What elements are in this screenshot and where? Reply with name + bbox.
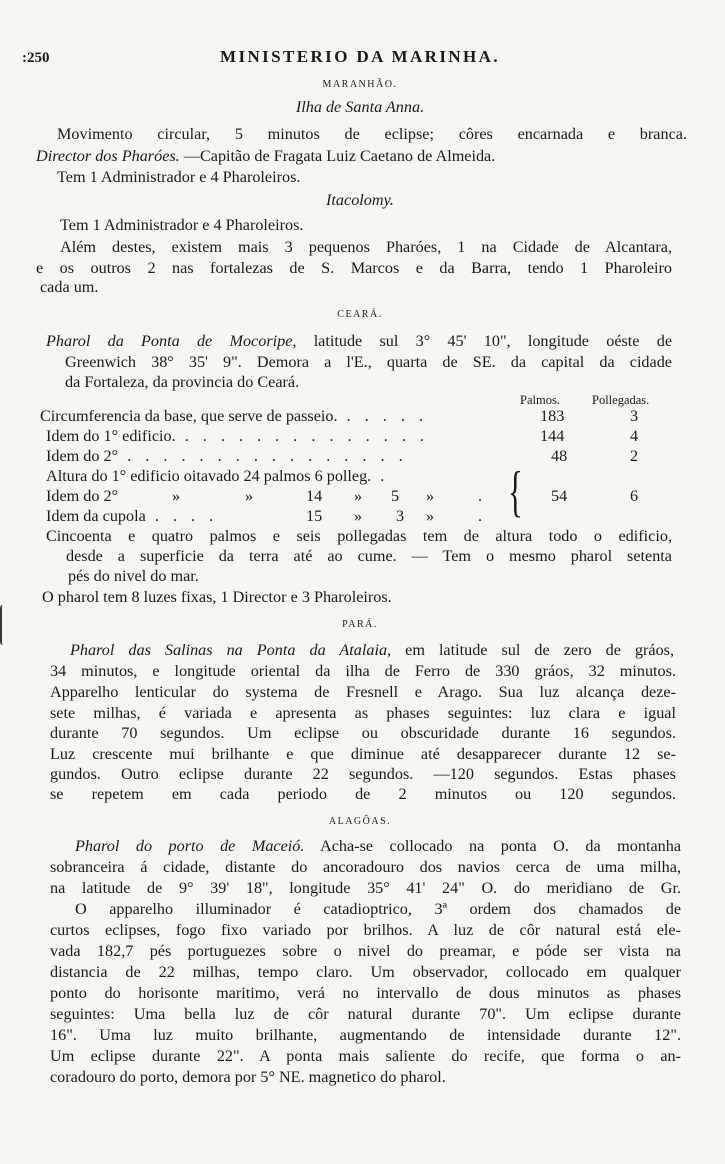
book-page: :250 MINISTERIO DA MARINHA. MARANHÃO. Ilha de Santa Anna. Movimento circular, 5 minutos de eclipse; côres encarnada e branca. Director dos Pharóes. —Capitão de Fragata Luiz Caetano de Almeida. Tem 1 Administrador e 4 Pharoleiros. Itacolomy. Tem 1 Administrador e 4 Pharoleiros. Além destes, existem mais 3 pequenos Pharóes, 1 na Cidade de Alcantara, e os outros 2 nas fortalezas de S. Marcos e da Barra, tendo 1 Pharoleiro cada um. CEARÁ. Pharol da Ponta de Mocoripe, latitude sul 3° 45' 10", longitude oéste de Greenwich 38° 35' 9". Demora a l'E., quarta de SE. da capital da cidade da Fortaleza, da provincia do Ceará. Palmos. Pollegadas. Circumferencia da base, que serve de passeio. . . . . . 183 3 Idem do 1° edificio. . . . . . . . . . . . . . . 144 4 Idem do 2° . . . . . . . . . . . . . . . . 48 2 Altura do 1° edificio oitavado 24 palmos 6 polleg. . Idem do 2° » » 14 » 5 » . Idem da cupola . . . . 15 » 3 » . { 54 6 Cincoenta e quatro palmos e seis pollegadas tem de altura todo o edificio, desde a superficie da terra até ao cume. — Tem o mesmo pharol setenta pés do nivel do mar. O pharol tem 8 luzes fixas, 1 Director e 3 Pharoleiros. PARÁ. Pharol das Salinas na Ponta da Atalaia, em latitude sul de zero de gráos, 34 minutos, e longitude oriental da ilha de Ferro de 330 gráos, 32 minutos. Apparelho lenticular do systema de Fresnell e Arago. Sua luz alcança deze- sete milhas, é variada e apresenta as phases seguintes: luz clara e igual durante 70 segundos. Um eclipse ou obscuridade durante 16 segundos. Luz crescente mui brilhante e que diminue até desapparecer durante 12 se- gundos. Outro eclipse durante 22 segundos. —120 segundos. Estas phases se repetem em cada periodo de 2 minutos ou 120 segundos. ALAGÔAS. Pharol do porto de Maceió. Acha-se collocado na ponta O. da montanha sobranceira á cidade, distante do ancoradouro dos navios cerca de uma milha, na latitude de 9° 39' 18", longitude 35° 41' 24" O. do meridiano de Gr. O apparelho illuminador é catadioptrico, 3ª ordem dos chamados de curtos eclipses, fogo fixo variado por brilhos. A luz de côr natural está ele- vada 182,7 pés portuguezes sobre o nivel do preamar, e póde ser vista na distancia de 22 milhas, tempo claro. Um observador, collocado em qualquer ponto do horisonte maritimo, verá no intervallo de dous minutos as phases seguintes: Uma bella luz de côr natural durante 70". Um eclipse durante 16". Uma luz muito brilhante, augmentando de intensidade durante 12". Um eclipse durante 22". A ponta mais saliente do recife, que forma o an- coradouro do porto, demora por 5° NE. magnetico do pharol. [0,0,725,1164]
text-line: O pharol tem 8 luzes fixas, 1 Director e 3 Pharoleiros. [42,588,392,606]
text-line: pés do nivel do mar. [68,567,199,585]
page-number: :250 [22,50,50,66]
text-line: Movimento circular, 5 minutos de eclipse; côres encarnada e branca. [57,125,687,143]
lighthouse-name-mocoripe: Pharol da Ponta de Mocoripe, [46,332,297,350]
section-heading-alagoas: ALAGÔAS. [328,816,392,827]
text-line: distancia de 22 milhas, tempo claro. Um observador, collocado em qualquer [50,963,681,981]
ditto-mark: » [426,487,435,505]
text-line: Tem 1 Administrador e 4 Pharoleiros. [57,168,301,186]
table-row-label: Idem da cupola . . . . [46,507,219,525]
table-cell-pollegadas: 2 [630,447,639,465]
table-cell-palmos: 183 [540,407,565,425]
text-line: se repetem em cada periodo de 2 minutos ou 120 segundos. [50,785,676,803]
text-line: desde a superficie da terra até ao cume. — Tem o mesmo pharol setenta [66,547,672,565]
ditto-mark: » [354,487,363,505]
table-row-label: Idem do 2° . . . . . . . . . . . . . . . . [46,447,408,465]
page-edge-mark [0,605,12,645]
text-line: 16". Uma luz muito brilhante, augmentando de intensidade durante 12". [50,1026,681,1044]
table-cell-palmos: 48 [551,447,568,465]
text-line: Pharol das Salinas na Ponta da Atalaia, em latitude sul de zero de gráos, [70,641,675,659]
column-header-pollegadas: Pollegadas. [592,393,650,407]
table-cell: 15 [306,507,323,525]
table-cell-pollegadas: 4 [630,427,639,445]
table-row-label: Altura do 1° edificio oitavado 24 palmos 6 polleg. . [46,467,390,485]
text-line: Tem 1 Administrador e 4 Pharoleiros. [60,216,304,234]
text-line: Pharol do porto de Maceió. Acha-se collocado na ponta O. da montanha [75,837,682,855]
text-line: durante 70 segundos. Um eclipse ou obscuridade durante 16 segundos. [50,724,676,742]
text-line: 34 minutos, e longitude oriental da ilha de Ferro de 330 gráos, 32 minutos. [50,662,676,680]
text-line: gundos. Outro eclipse durante 22 segundos. —120 segundos. Estas phases [50,765,676,783]
table-cell: 14 [306,487,323,505]
text-line: Luz crescente mui brilhante e que diminue até desapparecer durante 12 se- [50,745,676,763]
text-line: Pharol da Ponta de Mocoripe, latitude sul 3° 45' 10", longitude oéste de [46,332,672,350]
director-label: Director dos Pharóes. [36,147,180,165]
column-header-palmos: Palmos. [520,393,560,407]
brace-mark: { [508,461,523,523]
text-line: coradouro do porto, demora por 5° NE. magnetico do pharol. [50,1068,446,1086]
table-cell-palmos-total: 54 [551,487,568,505]
table-cell: 3 [396,507,405,525]
text-line: sobranceira á cidade, distante do ancoradouro dos navios cerca de uma milha, [50,858,681,876]
text-line: ponto do horisonte maritimo, verá no intervallo de dous minutos as phases [50,984,681,1002]
text-line [36,146,495,166]
text-line: Além destes, existem mais 3 pequenos Pharóes, 1 na Cidade de Alcantara, [60,238,672,256]
text-line: curtos eclipses, fogo fixo variado por brilhos. A luz de côr natural está ele- [50,921,681,939]
table-cell-pollegadas-total: 6 [630,487,639,505]
director-name: —Capitão de Fragata Luiz Caetano de Almeida. [183,147,496,165]
section-heading-para: PARÁ. [342,619,378,630]
text-line: Cincoenta e quatro palmos e seis pollegadas tem de altura todo o edificio, [46,527,672,545]
table-row-label: Idem do 2° [46,487,119,505]
ditto-mark: » [426,507,435,525]
text-line: na latitude de 9° 39' 18", longitude 35° 41' 24" O. do meridiano de Gr. [50,879,681,897]
table-row-label: Circumferencia da base, que serve de passeio. . . . . . [40,407,429,425]
text-line: O apparelho illuminador é catadioptrico, 3ª ordem dos chamados de [75,900,681,918]
running-head: MINISTERIO DA MARINHA. [220,47,500,66]
text-line: e os outros 2 nas fortalezas de S. Marcos e da Barra, tendo 1 Pharoleiro [36,259,672,277]
text-line: Greenwich 38° 35' 9". Demora a l'E., quarta de SE. da capital da cidade [65,353,672,371]
table-row-label: Idem do 1° edificio. . . . . . . . . . . . . . . [46,427,429,445]
ditto-mark: » [245,487,254,505]
text-line: vada 182,7 pés portuguezes sobre o nivel do preamar, e póde ser vista na [50,942,681,960]
lighthouse-name-maceio: Pharol do porto de Maceió. [75,837,305,855]
lighthouse-name-salinas: Pharol das Salinas na Ponta da Atalaia, [70,641,392,659]
table-cell-palmos: 144 [540,427,565,445]
text-line: seguintes: Uma bella luz de côr natural durante 70". Um eclipse durante [50,1005,681,1023]
section-heading-maranhao: MARANHÃO. [322,79,398,90]
table-cell: 5 [391,487,400,505]
table-cell-pollegadas: 3 [630,407,639,425]
text-line: cada um. [40,278,99,296]
place-heading-itacolomy: Itacolomy. [326,191,394,209]
text-line: sete milhas, é variada e apresenta as phases seguintes: luz clara e igual [50,704,676,722]
place-heading-santa-anna: Ilha de Santa Anna. [295,98,425,116]
ditto-mark: » [354,507,363,525]
section-heading-ceara: CEARÁ. [337,309,383,320]
text-line: Um eclipse durante 22". A ponta mais saliente do recife, que forma o an- [50,1047,681,1065]
text-line: Apparelho lenticular do systema de Fresnell e Arago. Sua luz alcança deze- [50,683,676,701]
text-line: da Fortaleza, da provincia do Ceará. [65,373,300,391]
ditto-mark: » [172,487,181,505]
